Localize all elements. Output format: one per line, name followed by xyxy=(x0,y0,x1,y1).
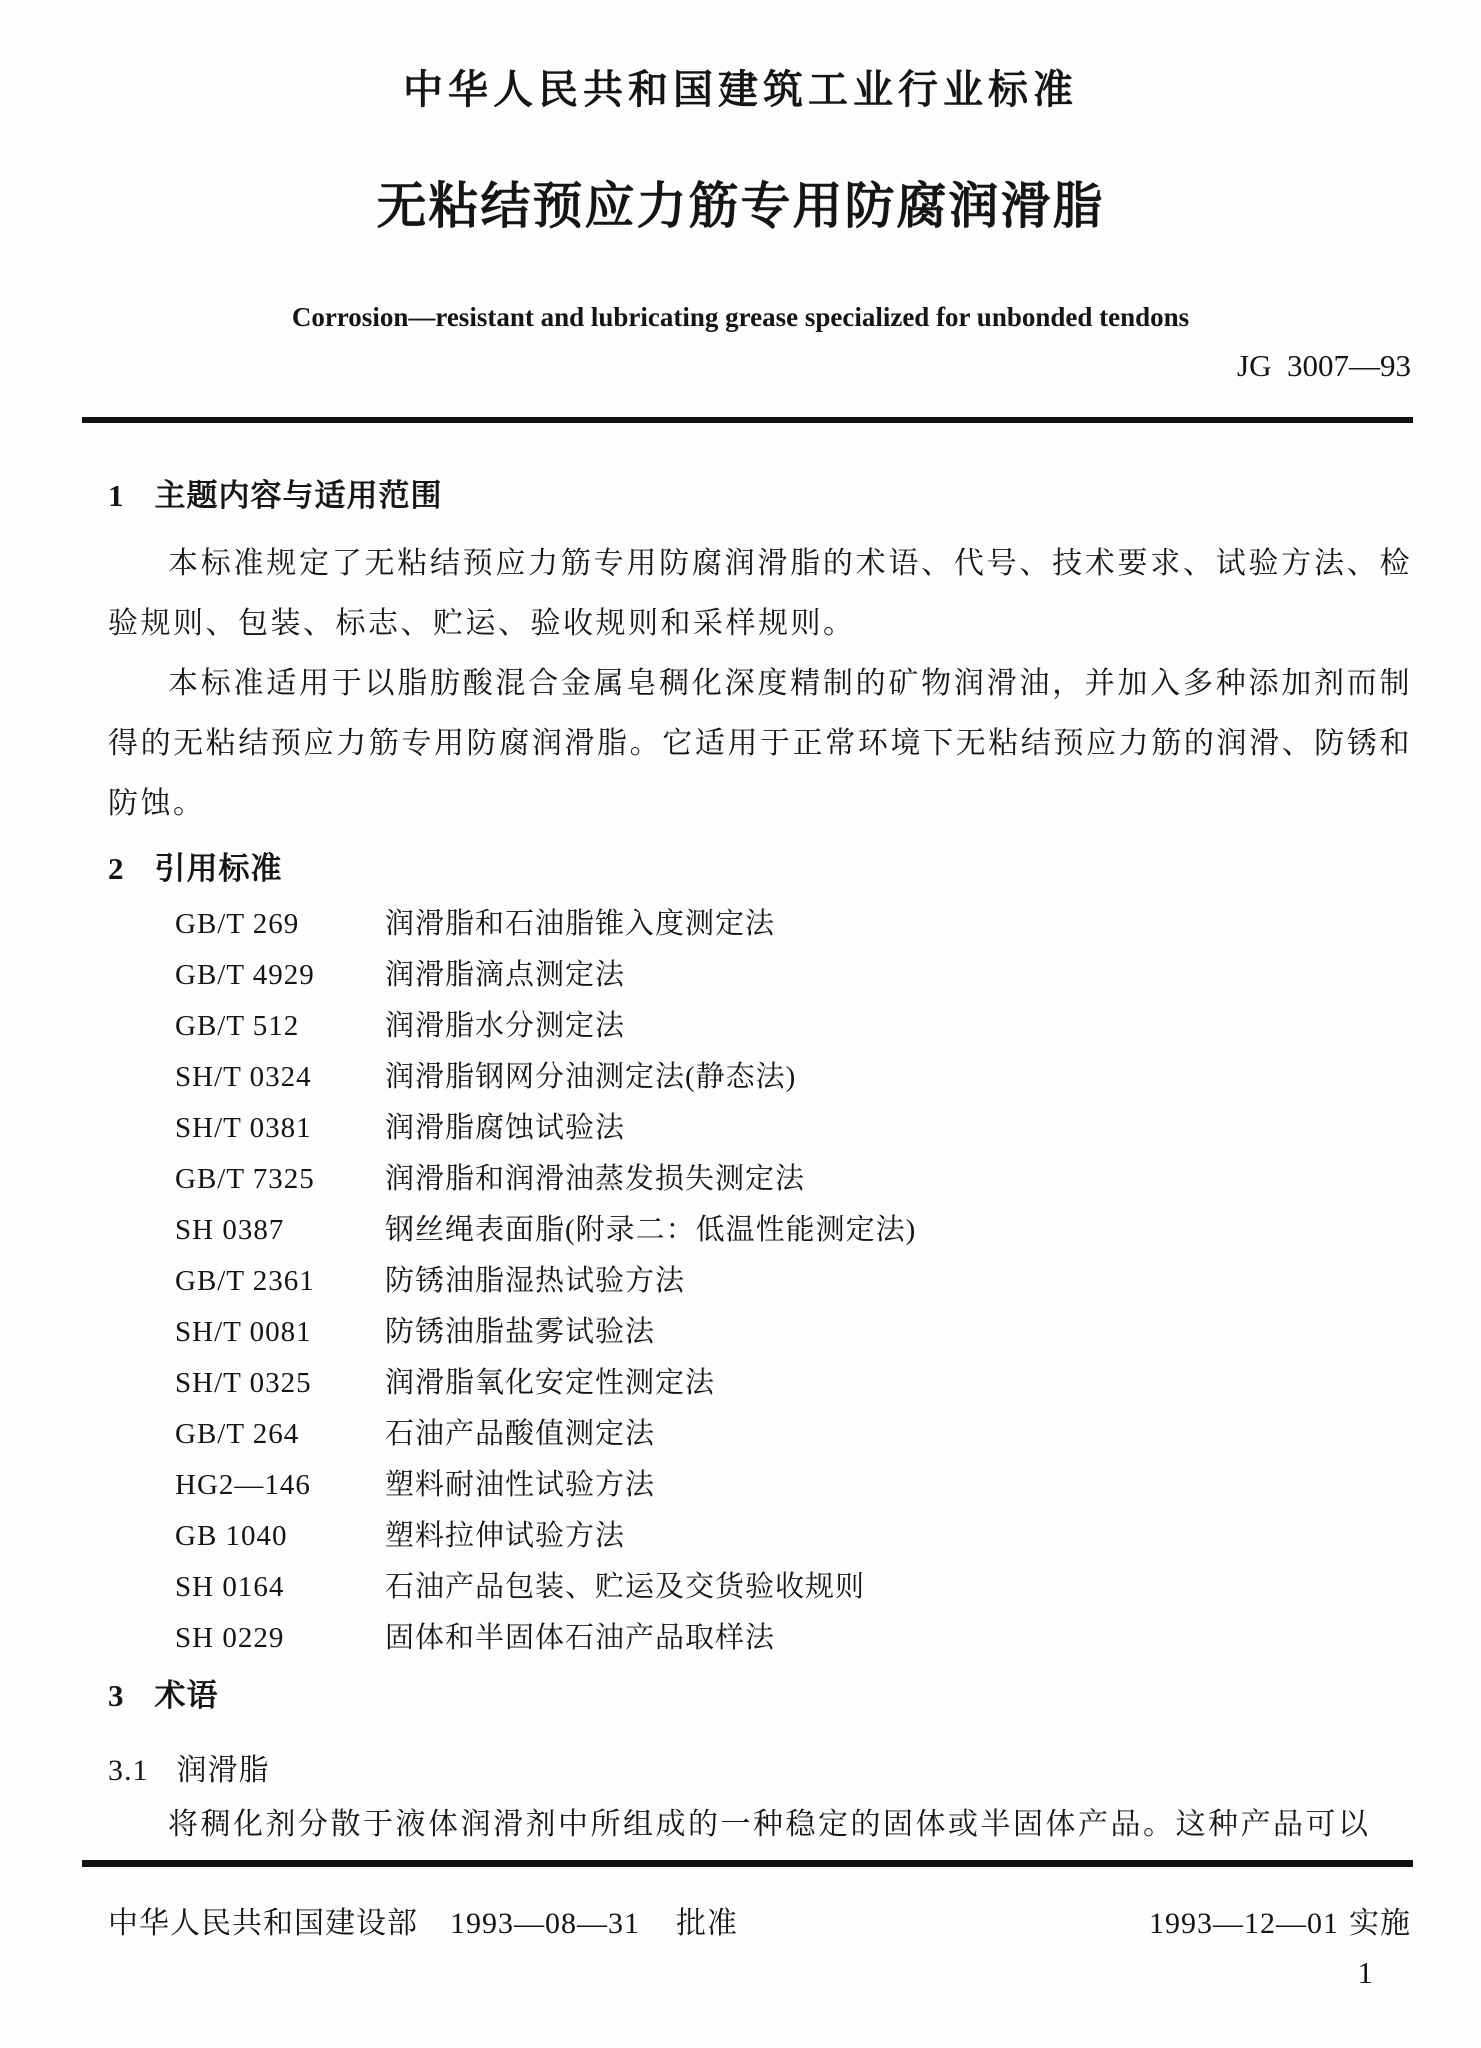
standard-category-title: 中华人民共和国建筑工业行业标准 xyxy=(403,68,1078,112)
reference-row xyxy=(175,1613,1411,1664)
reference-title: 塑料拉伸试验方法 xyxy=(385,1520,626,1552)
subsection-3-1-heading xyxy=(108,1745,270,1789)
approval-footer xyxy=(108,1898,1411,1942)
reference-title: 润滑脂水分测定法 xyxy=(385,1010,626,1042)
standard-code: JG 3007—93 xyxy=(1237,348,1411,383)
approve-label: 批准 xyxy=(676,1907,738,1940)
reference-title: 润滑脂氧化安定性测定法 xyxy=(385,1367,716,1399)
section-title: 引用标准 xyxy=(154,851,283,886)
paragraph: 本标准规定了无粘结预应力筋专用防腐润滑脂的术语、代号、技术要求、试验方法、检验规则、包装、标志、贮运、验收规则和采样规则。 xyxy=(108,547,1412,640)
reference-row xyxy=(175,1511,1411,1562)
reference-code: SH/T 0381 xyxy=(175,1112,312,1144)
reference-row xyxy=(175,1307,1411,1358)
section-3-body xyxy=(108,1795,1412,1855)
reference-title: 钢丝绳表面脂(附录二：低温性能测定法) xyxy=(385,1214,917,1246)
implement-label: 实施 xyxy=(1349,1907,1411,1940)
section-3-heading xyxy=(108,1670,219,1715)
section-number: 3 xyxy=(108,1678,125,1713)
section-title: 主题内容与适用范围 xyxy=(154,478,443,513)
page-title: 无粘结预应力筋专用防腐润滑脂 xyxy=(376,178,1105,234)
reference-row xyxy=(175,1001,1411,1052)
approve-date: 1993—08—31 xyxy=(450,1907,640,1940)
references-list xyxy=(175,899,1411,1664)
paragraph: 本标准适用于以脂肪酸混合金属皂稠化深度精制的矿物润滑油，并加入多种添加剂而制得的无粘结预应力筋专用防腐润滑脂。它适用于正常环境下无粘结预应力筋的润滑、防锈和防蚀。 xyxy=(108,667,1412,820)
title-english: Corrosion—resistant and lubricating grease specialized for unbonded tendons xyxy=(291,302,1190,332)
subsection-title: 润滑脂 xyxy=(176,1754,270,1787)
implementation-info xyxy=(1149,1898,1411,1942)
reference-row xyxy=(175,950,1411,1001)
reference-title: 固体和半固体石油产品取样法 xyxy=(385,1622,776,1654)
reference-code: GB 1040 xyxy=(175,1520,288,1552)
reference-row xyxy=(175,1562,1411,1613)
reference-row xyxy=(175,1409,1411,1460)
reference-code: SH/T 0325 xyxy=(175,1367,312,1399)
footer-divider xyxy=(82,1860,1413,1867)
reference-title: 石油产品包装、贮运及交货验收规则 xyxy=(385,1571,866,1603)
reference-row xyxy=(175,1154,1411,1205)
reference-title: 润滑脂和石油脂锥入度测定法 xyxy=(385,908,776,940)
reference-row xyxy=(175,1256,1411,1307)
reference-title: 塑料耐油性试验方法 xyxy=(385,1469,656,1501)
approval-info xyxy=(108,1898,738,1942)
section-1-heading xyxy=(108,470,443,515)
reference-row xyxy=(175,1460,1411,1511)
reference-title: 润滑脂和润滑油蒸发损失测定法 xyxy=(385,1163,806,1195)
reference-code: GB/T 7325 xyxy=(175,1163,315,1195)
reference-code: SH 0164 xyxy=(175,1571,285,1603)
reference-title: 防锈油脂盐雾试验法 xyxy=(385,1316,656,1348)
reference-row xyxy=(175,899,1411,950)
reference-code: GB/T 264 xyxy=(175,1418,300,1450)
reference-title: 润滑脂钢网分油测定法(静态法) xyxy=(385,1061,797,1093)
header-divider xyxy=(82,417,1413,423)
reference-row xyxy=(175,1103,1411,1154)
reference-code: HG2—146 xyxy=(175,1469,311,1501)
reference-code: SH/T 0324 xyxy=(175,1061,312,1093)
reference-row xyxy=(175,1052,1411,1103)
reference-title: 润滑脂腐蚀试验法 xyxy=(385,1112,626,1144)
implement-date: 1993—12—01 xyxy=(1149,1907,1339,1940)
section-number: 2 xyxy=(108,851,125,886)
subsection-number: 3.1 xyxy=(108,1754,149,1787)
section-2-heading xyxy=(108,843,283,888)
reference-row xyxy=(175,1205,1411,1256)
section-1-body xyxy=(108,534,1412,834)
reference-title: 防锈油脂湿热试验方法 xyxy=(385,1265,686,1297)
reference-code: SH 0229 xyxy=(175,1622,285,1654)
paragraph: 将稠化剂分散于液体润滑剂中所组成的一种稳定的固体或半固体产品。这种产品可以 xyxy=(168,1808,1371,1841)
reference-code: SH/T 0081 xyxy=(175,1316,312,1348)
page-number: 1 xyxy=(1357,1955,1373,1990)
reference-code: GB/T 269 xyxy=(175,908,300,940)
reference-title: 润滑脂滴点测定法 xyxy=(385,959,626,991)
reference-code: GB/T 4929 xyxy=(175,959,315,991)
reference-code: SH 0387 xyxy=(175,1214,285,1246)
reference-row xyxy=(175,1358,1411,1409)
reference-title: 石油产品酸值测定法 xyxy=(385,1418,656,1450)
approver-name: 中华人民共和国建设部 xyxy=(108,1907,418,1940)
section-title: 术语 xyxy=(154,1678,219,1713)
reference-code: GB/T 512 xyxy=(175,1010,300,1042)
section-number: 1 xyxy=(108,478,125,513)
reference-code: GB/T 2361 xyxy=(175,1265,315,1297)
